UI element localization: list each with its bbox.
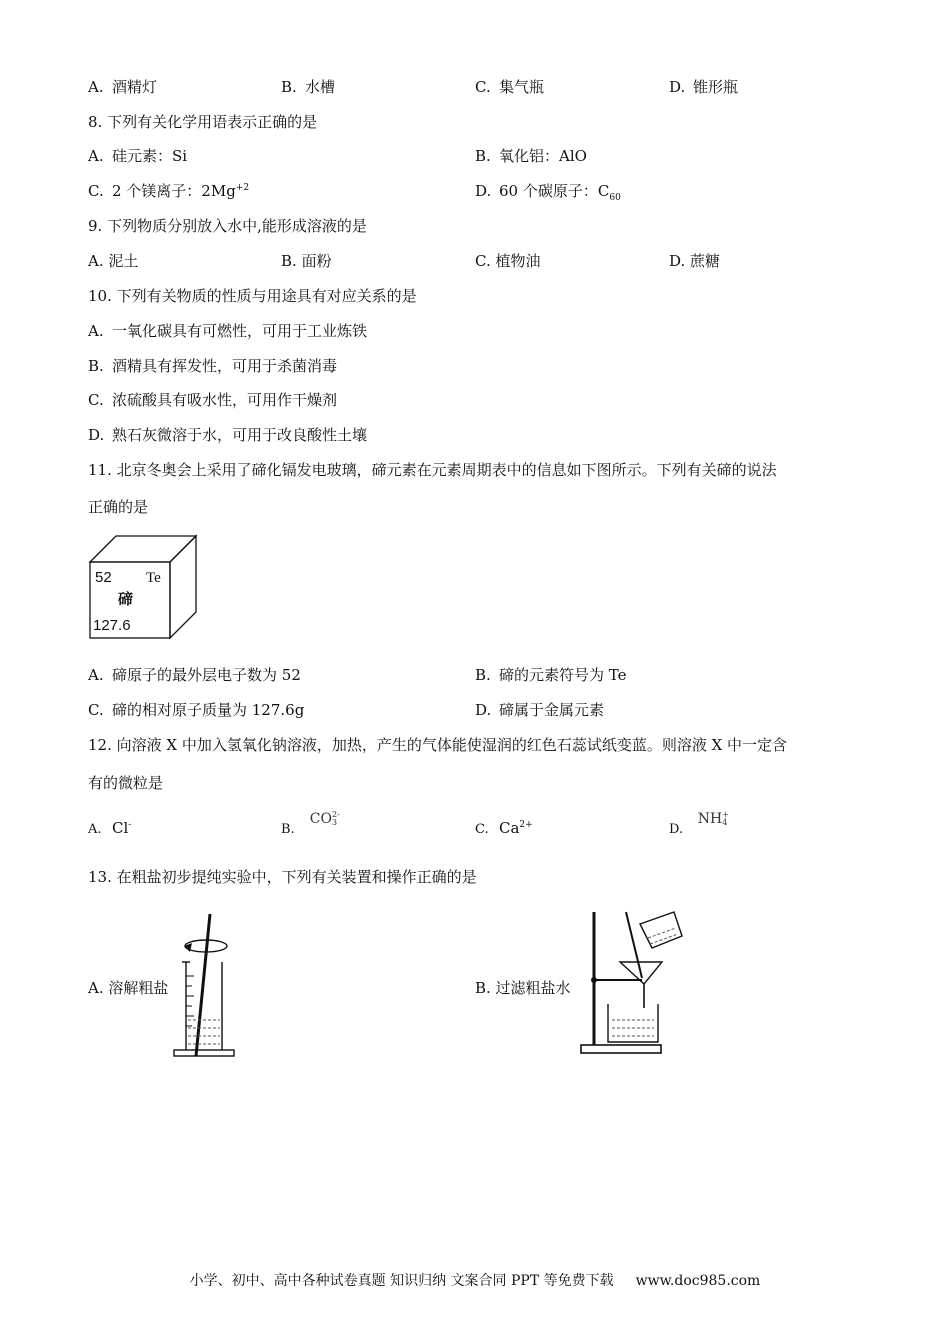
option-text: 泥土: [108, 252, 139, 270]
q12-option-b: [281, 810, 340, 840]
cube-side-face: [170, 536, 196, 638]
q10-option-b: [88, 356, 337, 376]
option-text: 碲的元素符号为 Te: [499, 666, 627, 684]
q11-option-a: [88, 665, 301, 685]
ion-charge: +: [722, 810, 729, 819]
page-footer: [0, 1270, 950, 1290]
option-text: Cl: [112, 819, 129, 837]
q9-option-b: [281, 251, 332, 271]
ion-charge: +2: [235, 183, 250, 193]
glass-rod: [626, 912, 642, 978]
q13-option-a: A. 溶解粗盐: [88, 979, 169, 997]
option-text: 浓硫酸具有吸水性，可用作干燥剂: [112, 391, 338, 409]
q8-option-a: [88, 146, 187, 166]
q12-option-c: [475, 818, 533, 840]
atomic-mass: 127.6: [93, 617, 131, 634]
option-text: 集气瓶: [499, 78, 545, 96]
cube-top-face: [90, 536, 196, 562]
formula-text: NH: [697, 811, 723, 827]
option-text: 熟石灰微溶于水，可用于改良酸性土壤: [112, 426, 368, 444]
option-label: D.: [475, 701, 492, 719]
q9-option-d: [669, 251, 720, 271]
q9-stem: 9. 下列物质分别放入水中,能形成溶液的是: [88, 217, 367, 235]
q7-option-d: [669, 77, 738, 97]
option-text: 一氧化碳具有可燃性，可用于工业炼铁: [112, 322, 368, 340]
element-tile-figure: [88, 534, 200, 640]
q7-option-b: [281, 77, 335, 97]
option-label: D.: [669, 78, 686, 96]
cylinder-graduations: [186, 976, 194, 1026]
option-label: C.: [475, 78, 491, 96]
q8-option-b: [475, 146, 587, 166]
q12-option-a: [88, 818, 131, 840]
option-label: A.: [88, 78, 104, 96]
stand-base: [581, 1045, 661, 1053]
q12-option-d: [669, 810, 729, 840]
atom-count: 4: [722, 818, 728, 827]
option-text: 氧化铝：AlO: [499, 147, 587, 165]
q10-option-a: [88, 321, 367, 341]
option-label: B.: [88, 357, 104, 375]
beaker-liquid-lines: [648, 928, 678, 944]
option-label: D.: [475, 182, 492, 200]
option-label: A.: [88, 322, 104, 340]
clamp-knob: [591, 977, 597, 983]
option-text: 酒精灯: [112, 78, 158, 96]
option-text: 碲属于金属元素: [499, 701, 605, 719]
q11-option-d: [475, 700, 604, 720]
atom-count: 3: [331, 818, 338, 827]
filtrate-lines: [612, 1020, 654, 1036]
option-label: A.: [88, 147, 104, 165]
glass-rod: [196, 914, 210, 1056]
q10-option-c: [88, 390, 337, 410]
option-label: C.: [475, 252, 491, 270]
q11-stem-line2: 正确的是: [88, 498, 149, 516]
q12-stem-line1: 12. 向溶液 X 中加入氢氧化钠溶液，加热，产生的气体能使湿润的红色石蕊试纸变蓝。则溶液 X 中一定含: [88, 736, 788, 754]
option-label: D.: [669, 822, 684, 837]
q10-stem: 10. 下列有关物质的性质与用途具有对应关系的是: [88, 287, 417, 305]
option-label: A.: [88, 666, 104, 684]
option-label: D.: [88, 426, 105, 444]
dissolving-salt-figure: [172, 912, 242, 1062]
q8-option-d: [475, 181, 621, 201]
option-text: 碲原子的最外层电子数为 52: [112, 666, 301, 684]
footer-text: 小学、初中、高中各种试卷真题 知识归纳 文案合同 PPT 等免费下载: [189, 1273, 614, 1289]
q7-option-c: [475, 77, 544, 97]
option-text: 锥形瓶: [693, 78, 739, 96]
q12-stem-line2: 有的微粒是: [88, 774, 164, 792]
option-label: D.: [669, 252, 686, 270]
option-text: 面粉: [301, 252, 332, 270]
footer-url[interactable]: www.doc985.com: [635, 1273, 761, 1289]
ammonium-formula: [698, 811, 729, 827]
option-label: C.: [475, 822, 489, 837]
option-label: B.: [281, 78, 297, 96]
option-label: B.: [281, 822, 295, 837]
option-text: 植物油: [495, 252, 541, 270]
q10-option-d: [88, 425, 367, 445]
q9-option-c: [475, 251, 541, 271]
element-name: 碲: [118, 590, 134, 608]
q11-option-b: [475, 665, 627, 685]
option-text: 酒精具有挥发性，可用于杀菌消毒: [112, 357, 338, 375]
option-text: 60 个碳原子：C: [499, 182, 610, 200]
ion-charge: 2-: [331, 810, 340, 819]
carbonate-formula: [310, 811, 340, 827]
cylinder-base: [174, 1050, 234, 1056]
q8-option-c: [88, 181, 249, 201]
option-label: C.: [88, 391, 104, 409]
element-symbol: Te: [146, 570, 161, 586]
filtration-figure: [578, 908, 690, 1058]
option-label: A.: [88, 822, 102, 837]
option-text: 2 个镁离子：2Mg: [112, 182, 236, 200]
option-text: 水槽: [305, 78, 336, 96]
q11-stem-line1: 11. 北京冬奥会上采用了碲化镉发电玻璃，碲元素在元素周期表中的信息如下图所示。下列有关碲的说法: [88, 461, 777, 479]
option-text: 蔗糖: [690, 252, 721, 270]
q7-option-a: [88, 77, 157, 97]
option-label: C.: [88, 182, 104, 200]
atom-count: 60: [609, 193, 621, 203]
option-label: A.: [88, 252, 104, 270]
q11-option-c: [88, 700, 304, 720]
pouring-beaker: [640, 912, 682, 948]
option-label: B.: [281, 252, 297, 270]
ion-charge: 2+: [519, 820, 533, 830]
ion-charge: -: [128, 820, 132, 830]
option-text: Ca: [499, 819, 520, 837]
option-text: 碲的相对原子质量为 127.6g: [112, 701, 305, 719]
q8-stem: 8. 下列有关化学用语表示正确的是: [88, 113, 318, 131]
option-label: C.: [88, 701, 104, 719]
q9-option-a: [88, 251, 138, 271]
atomic-number: 52: [95, 569, 112, 586]
formula-text: CO: [309, 811, 332, 827]
option-label: B.: [475, 147, 491, 165]
liquid-lines: [188, 1020, 220, 1044]
option-label: B.: [475, 666, 491, 684]
option-text: 硅元素：Si: [112, 147, 188, 165]
q13-stem: 13. 在粗盐初步提纯实验中，下列有关装置和操作正确的是: [88, 868, 477, 886]
q13-option-b: B. 过滤粗盐水: [475, 979, 571, 997]
